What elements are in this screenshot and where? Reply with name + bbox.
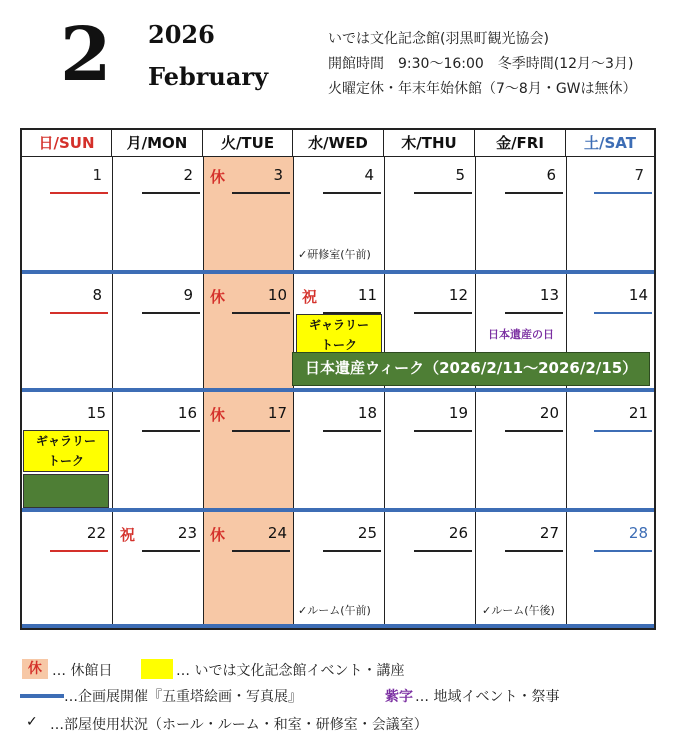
room-usage-note: ✓ルーム(午前) bbox=[298, 604, 371, 617]
header-divider bbox=[22, 156, 654, 157]
day-cell-8[interactable]: 8 bbox=[92, 286, 102, 304]
weekday-sat-jp: 土 bbox=[584, 134, 600, 152]
day-cell-25[interactable]: 25 bbox=[357, 524, 377, 542]
month-name: February bbox=[148, 62, 269, 91]
gallery-talk-event[interactable]: ギャラリー トーク bbox=[23, 430, 109, 472]
day-cell-17[interactable]: 17 bbox=[267, 404, 287, 422]
weekday-fri-jp: 金 bbox=[496, 134, 512, 152]
day-cell-6[interactable]: 6 bbox=[546, 166, 556, 184]
legend-event-swatch bbox=[141, 659, 173, 679]
exhibition-bar bbox=[22, 508, 654, 512]
legend-purple-text: … 地域イベント・祭事 bbox=[415, 689, 560, 705]
day-cell-9[interactable]: 9 bbox=[183, 286, 193, 304]
day-underline bbox=[232, 550, 290, 552]
day-cell-4[interactable]: 4 bbox=[364, 166, 374, 184]
exhibition-bar bbox=[22, 388, 654, 392]
day-cell-15[interactable]: 15 bbox=[86, 404, 106, 422]
col-divider bbox=[384, 156, 385, 628]
day-underline bbox=[505, 192, 563, 194]
day-underline bbox=[323, 430, 381, 432]
day-underline bbox=[50, 312, 108, 314]
heritage-day-label: 日本遺産の日 bbox=[488, 328, 554, 341]
weekday-tue-en: /TUE bbox=[235, 134, 275, 152]
weekday-wed-jp: 水 bbox=[308, 134, 324, 152]
check-icon: ✓ bbox=[26, 714, 38, 730]
day-cell-19[interactable]: 19 bbox=[448, 404, 468, 422]
day-underline bbox=[414, 550, 472, 552]
month-number: 2 bbox=[60, 12, 112, 98]
day-cell-7[interactable]: 7 bbox=[634, 166, 644, 184]
closed-mark: 休 bbox=[210, 406, 226, 424]
day-underline bbox=[505, 430, 563, 432]
holiday-mark: 祝 bbox=[120, 526, 136, 544]
day-underline bbox=[505, 550, 563, 552]
legend-exhibition-swatch bbox=[20, 694, 64, 698]
legend-purple-label: 紫字 bbox=[385, 689, 413, 705]
day-cell-11[interactable]: 11 bbox=[357, 286, 377, 304]
holiday-mark: 祝 bbox=[302, 288, 318, 306]
closed-mark: 休 bbox=[210, 288, 226, 306]
day-cell-3[interactable]: 3 bbox=[273, 166, 283, 184]
day-cell-18[interactable]: 18 bbox=[357, 404, 377, 422]
legend-closed-swatch: 休 bbox=[22, 659, 48, 679]
day-underline bbox=[323, 550, 381, 552]
day-underline bbox=[232, 312, 290, 314]
day-cell-12[interactable]: 12 bbox=[448, 286, 468, 304]
day-cell-21[interactable]: 21 bbox=[628, 404, 648, 422]
day-underline bbox=[594, 312, 652, 314]
day-cell-16[interactable]: 16 bbox=[177, 404, 197, 422]
col-divider bbox=[475, 156, 476, 628]
room-usage-note: ✓研修室(午前) bbox=[298, 248, 371, 261]
day-cell-20[interactable]: 20 bbox=[539, 404, 559, 422]
col-divider bbox=[566, 156, 567, 628]
weekday-sun-jp: 日 bbox=[38, 134, 54, 152]
day-cell-10[interactable]: 10 bbox=[267, 286, 287, 304]
closing-days: 火曜定休・年末年始休館（7～8月・GWは無休） bbox=[328, 81, 637, 97]
weekday-fri bbox=[475, 130, 566, 156]
weekday-thu bbox=[384, 130, 475, 156]
day-cell-22[interactable]: 22 bbox=[86, 524, 106, 542]
day-cell-24[interactable]: 24 bbox=[267, 524, 287, 542]
exhibition-bar bbox=[22, 624, 654, 628]
weekday-sun-en: /SUN bbox=[53, 134, 95, 152]
day-cell-14[interactable]: 14 bbox=[628, 286, 648, 304]
day-underline bbox=[505, 312, 563, 314]
day-cell-1[interactable]: 1 bbox=[92, 166, 102, 184]
day-underline bbox=[232, 430, 290, 432]
weekday-tue bbox=[203, 130, 293, 156]
year-label: 2026 bbox=[148, 20, 215, 49]
day-cell-27[interactable]: 27 bbox=[539, 524, 559, 542]
exhibition-bar bbox=[22, 270, 654, 274]
day-underline bbox=[50, 192, 108, 194]
opening-hours: 開館時間 9:30～16:00 冬季時間(12月～3月) bbox=[328, 56, 634, 72]
day-cell-2[interactable]: 2 bbox=[183, 166, 193, 184]
day-underline bbox=[142, 312, 200, 314]
col-divider bbox=[112, 156, 113, 628]
day-underline bbox=[232, 192, 290, 194]
day-underline bbox=[414, 192, 472, 194]
day-underline bbox=[142, 192, 200, 194]
weekday-mon-en: /MON bbox=[141, 134, 188, 152]
room-usage-note: ✓ルーム(午後) bbox=[482, 604, 555, 617]
calendar-grid bbox=[20, 128, 656, 630]
closed-mark: 休 bbox=[210, 168, 226, 186]
col-divider bbox=[203, 156, 204, 628]
legend-room-text: …部屋使用状況（ホール・ルーム・和室・研修室・会議室） bbox=[50, 717, 428, 733]
day-underline bbox=[142, 550, 200, 552]
day-underline bbox=[142, 430, 200, 432]
col-divider bbox=[293, 156, 294, 628]
day-underline bbox=[594, 550, 652, 552]
weekday-thu-en: /THU bbox=[416, 134, 457, 152]
heritage-week-continuation bbox=[23, 474, 109, 508]
weekday-mon-jp: 月 bbox=[126, 134, 142, 152]
weekday-wed-en: /WED bbox=[323, 134, 368, 152]
weekday-mon bbox=[112, 130, 203, 156]
venue-name: いでは文化記念館(羽黒町観光協会) bbox=[328, 31, 549, 47]
day-underline bbox=[414, 430, 472, 432]
day-underline bbox=[594, 192, 652, 194]
weekday-thu-jp: 木 bbox=[401, 134, 417, 152]
day-cell-23[interactable]: 23 bbox=[177, 524, 197, 542]
day-cell-26[interactable]: 26 bbox=[448, 524, 468, 542]
day-underline bbox=[323, 192, 381, 194]
legend-closed-text: … 休館日 bbox=[52, 663, 113, 679]
weekday-tue-jp: 火 bbox=[220, 134, 236, 152]
tuesday-closed-column bbox=[203, 157, 293, 628]
day-cell-28[interactable]: 28 bbox=[628, 524, 648, 542]
day-cell-5[interactable]: 5 bbox=[455, 166, 465, 184]
weekday-sat bbox=[566, 130, 654, 156]
weekday-fri-en: /FRI bbox=[511, 134, 544, 152]
gallery-talk-event[interactable]: ギャラリー トーク bbox=[296, 314, 382, 358]
day-underline bbox=[414, 312, 472, 314]
weekday-wed bbox=[293, 130, 384, 156]
legend-event-text: … いでは文化記念館イベント・講座 bbox=[176, 663, 405, 679]
weekday-sun bbox=[22, 130, 112, 156]
legend-exhibition-text: …企画展開催『五重塔絵画・写真展』 bbox=[64, 689, 302, 705]
day-underline bbox=[50, 550, 108, 552]
weekday-sat-en: /SAT bbox=[599, 134, 636, 152]
heritage-week-banner[interactable]: 日本遺産ウィーク（2026/2/11～2026/2/15） bbox=[292, 352, 650, 386]
day-underline bbox=[594, 430, 652, 432]
closed-mark: 休 bbox=[210, 526, 226, 544]
day-cell-13[interactable]: 13 bbox=[539, 286, 559, 304]
